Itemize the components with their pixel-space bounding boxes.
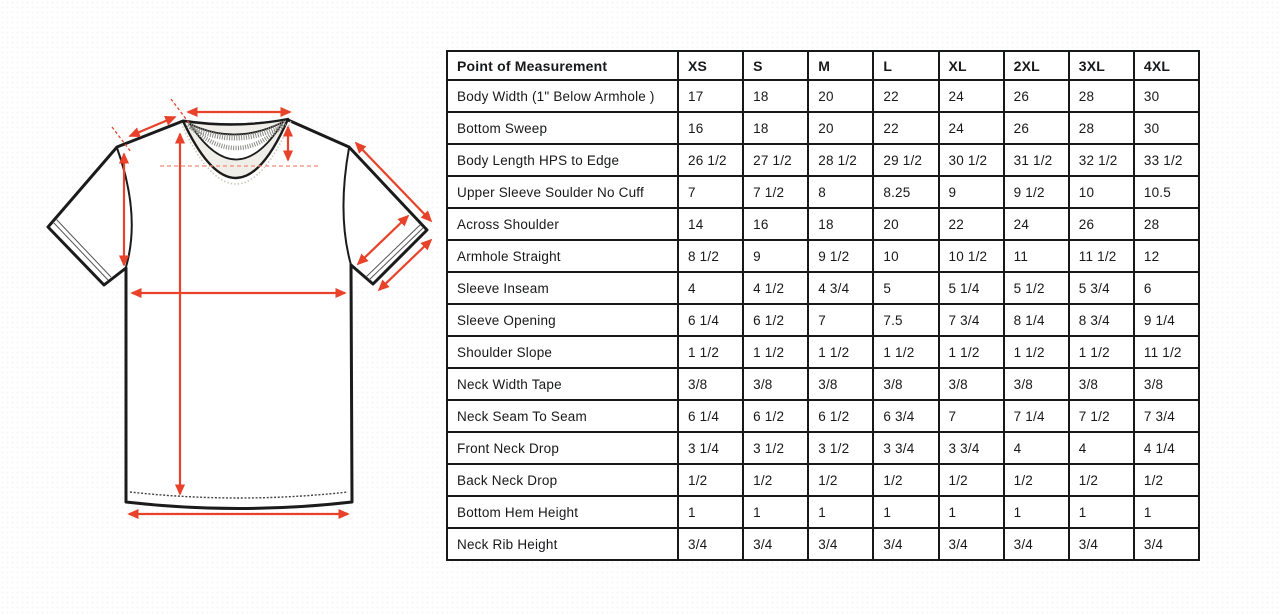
size-value-cell: 3 1/2 <box>743 432 808 464</box>
measurement-label: Neck Seam To Seam <box>447 400 678 432</box>
size-value-cell: 3 1/4 <box>678 432 743 464</box>
size-value-cell: 1/2 <box>678 464 743 496</box>
measurement-label: Neck Rib Height <box>447 528 678 560</box>
measurement-label: Body Length HPS to Edge <box>447 144 678 176</box>
size-value-cell: 6 1/4 <box>678 304 743 336</box>
column-header-size: 4XL <box>1134 51 1199 80</box>
size-value-cell: 1/2 <box>1004 464 1069 496</box>
size-value-cell: 6 1/2 <box>743 400 808 432</box>
measurement-label: Sleeve Opening <box>447 304 678 336</box>
size-value-cell: 7 1/4 <box>1004 400 1069 432</box>
size-value-cell: 3/8 <box>678 368 743 400</box>
measurement-label: Across Shoulder <box>447 208 678 240</box>
size-value-cell: 6 <box>1134 272 1199 304</box>
size-value-cell: 3 1/2 <box>808 432 873 464</box>
size-value-cell: 3/8 <box>873 368 938 400</box>
size-value-cell: 1 <box>808 496 873 528</box>
size-value-cell: 5 3/4 <box>1069 272 1134 304</box>
column-header-size: XS <box>678 51 743 80</box>
measurement-label: Bottom Hem Height <box>447 496 678 528</box>
size-value-cell: 11 1/2 <box>1069 240 1134 272</box>
size-value-cell: 20 <box>873 208 938 240</box>
size-chart-table <box>446 50 1200 561</box>
size-value-cell: 7 <box>808 304 873 336</box>
table-row <box>447 176 1199 208</box>
size-value-cell: 31 1/2 <box>1004 144 1069 176</box>
size-value-cell: 27 1/2 <box>743 144 808 176</box>
size-value-cell: 26 <box>1004 112 1069 144</box>
size-value-cell: 9 1/4 <box>1134 304 1199 336</box>
size-value-cell: 22 <box>873 80 938 112</box>
size-value-cell: 16 <box>678 112 743 144</box>
size-value-cell: 1 <box>743 496 808 528</box>
size-value-cell: 22 <box>873 112 938 144</box>
size-value-cell: 16 <box>743 208 808 240</box>
size-value-cell: 7.5 <box>873 304 938 336</box>
measurement-label: Body Width (1" Below Armhole ) <box>447 80 678 112</box>
size-value-cell: 3/4 <box>743 528 808 560</box>
size-value-cell: 33 1/2 <box>1134 144 1199 176</box>
size-value-cell: 26 <box>1004 80 1069 112</box>
table-row <box>447 368 1199 400</box>
size-value-cell: 28 1/2 <box>808 144 873 176</box>
size-value-cell: 1 1/2 <box>1069 336 1134 368</box>
size-value-cell: 6 1/2 <box>743 304 808 336</box>
size-value-cell: 18 <box>808 208 873 240</box>
size-value-cell: 1/2 <box>939 464 1004 496</box>
size-value-cell: 20 <box>808 80 873 112</box>
size-value-cell: 1 <box>1069 496 1134 528</box>
column-header-size: 2XL <box>1004 51 1069 80</box>
size-value-cell: 11 1/2 <box>1134 336 1199 368</box>
size-value-cell: 10 <box>1069 176 1134 208</box>
size-value-cell: 26 <box>1069 208 1134 240</box>
size-value-cell: 1 <box>1004 496 1069 528</box>
table-row <box>447 80 1199 112</box>
table-row <box>447 112 1199 144</box>
column-header-size: XL <box>939 51 1004 80</box>
size-value-cell: 28 <box>1069 112 1134 144</box>
size-value-cell: 32 1/2 <box>1069 144 1134 176</box>
measurement-label: Armhole Straight <box>447 240 678 272</box>
measurement-label: Shoulder Slope <box>447 336 678 368</box>
header-row <box>447 51 1199 80</box>
size-value-cell: 7 1/2 <box>743 176 808 208</box>
size-value-cell: 29 1/2 <box>873 144 938 176</box>
size-value-cell: 1/2 <box>743 464 808 496</box>
size-value-cell: 4 <box>678 272 743 304</box>
shoulder-slope-guide <box>171 99 189 123</box>
size-value-cell: 1/2 <box>873 464 938 496</box>
size-value-cell: 1 <box>678 496 743 528</box>
size-value-cell: 28 <box>1134 208 1199 240</box>
size-value-cell: 30 1/2 <box>939 144 1004 176</box>
measurement-label: Back Neck Drop <box>447 464 678 496</box>
size-value-cell: 1 1/2 <box>743 336 808 368</box>
size-value-cell: 4 <box>1069 432 1134 464</box>
size-value-cell: 3/4 <box>873 528 938 560</box>
size-value-cell: 1/2 <box>1069 464 1134 496</box>
measurement-label: Sleeve Inseam <box>447 272 678 304</box>
size-value-cell: 4 1/2 <box>743 272 808 304</box>
size-value-cell: 3/8 <box>939 368 1004 400</box>
size-value-cell: 18 <box>743 112 808 144</box>
size-value-cell: 1 1/2 <box>808 336 873 368</box>
size-value-cell: 3/4 <box>939 528 1004 560</box>
size-value-cell: 7 <box>939 400 1004 432</box>
size-value-cell: 4 1/4 <box>1134 432 1199 464</box>
table-row <box>447 272 1199 304</box>
size-value-cell: 12 <box>1134 240 1199 272</box>
size-value-cell: 30 <box>1134 80 1199 112</box>
size-value-cell: 11 <box>1004 240 1069 272</box>
size-value-cell: 8 1/2 <box>678 240 743 272</box>
size-value-cell: 3 3/4 <box>939 432 1004 464</box>
size-value-cell: 3/8 <box>808 368 873 400</box>
size-value-cell: 7 1/2 <box>1069 400 1134 432</box>
size-value-cell: 30 <box>1134 112 1199 144</box>
size-value-cell: 3/8 <box>743 368 808 400</box>
size-value-cell: 8 3/4 <box>1069 304 1134 336</box>
size-value-cell: 8.25 <box>873 176 938 208</box>
size-value-cell: 1 1/2 <box>1004 336 1069 368</box>
size-value-cell: 1 <box>939 496 1004 528</box>
size-value-cell: 5 <box>873 272 938 304</box>
size-value-cell: 22 <box>939 208 1004 240</box>
size-value-cell: 9 1/2 <box>808 240 873 272</box>
size-value-cell: 4 3/4 <box>808 272 873 304</box>
size-value-cell: 8 <box>808 176 873 208</box>
size-value-cell: 24 <box>1004 208 1069 240</box>
column-header-measurement: Point of Measurement <box>447 51 678 80</box>
size-value-cell: 10 <box>873 240 938 272</box>
table-row <box>447 400 1199 432</box>
size-value-cell: 24 <box>939 80 1004 112</box>
table-row <box>447 304 1199 336</box>
table-row <box>447 144 1199 176</box>
size-value-cell: 4 <box>1004 432 1069 464</box>
column-header-size: M <box>808 51 873 80</box>
table-row <box>447 240 1199 272</box>
size-value-cell: 20 <box>808 112 873 144</box>
size-value-cell: 10.5 <box>1134 176 1199 208</box>
size-value-cell: 3/4 <box>808 528 873 560</box>
size-value-cell: 3/8 <box>1069 368 1134 400</box>
size-value-cell: 3/8 <box>1134 368 1199 400</box>
size-value-cell: 3/4 <box>678 528 743 560</box>
size-value-cell: 18 <box>743 80 808 112</box>
size-value-cell: 1 1/2 <box>678 336 743 368</box>
size-value-cell: 6 3/4 <box>873 400 938 432</box>
tshirt-diagram <box>0 0 446 615</box>
size-value-cell: 1/2 <box>808 464 873 496</box>
size-value-cell: 5 1/4 <box>939 272 1004 304</box>
table-row <box>447 336 1199 368</box>
size-value-cell: 7 3/4 <box>1134 400 1199 432</box>
size-value-cell: 17 <box>678 80 743 112</box>
size-value-cell: 8 1/4 <box>1004 304 1069 336</box>
size-value-cell: 1 <box>1134 496 1199 528</box>
size-value-cell: 26 1/2 <box>678 144 743 176</box>
table-row <box>447 528 1199 560</box>
size-value-cell: 3/4 <box>1069 528 1134 560</box>
size-value-cell: 7 3/4 <box>939 304 1004 336</box>
column-header-size: S <box>743 51 808 80</box>
measurement-label: Upper Sleeve Soulder No Cuff <box>447 176 678 208</box>
table-row <box>447 464 1199 496</box>
measurement-label: Front Neck Drop <box>447 432 678 464</box>
size-value-cell: 5 1/2 <box>1004 272 1069 304</box>
table-row <box>447 432 1199 464</box>
size-value-cell: 28 <box>1069 80 1134 112</box>
size-value-cell: 6 1/2 <box>808 400 873 432</box>
table-row <box>447 208 1199 240</box>
size-value-cell: 3/4 <box>1134 528 1199 560</box>
size-value-cell: 3 3/4 <box>873 432 938 464</box>
size-value-cell: 1 1/2 <box>873 336 938 368</box>
size-value-cell: 7 <box>678 176 743 208</box>
size-value-cell: 1/2 <box>1134 464 1199 496</box>
column-header-size: L <box>873 51 938 80</box>
size-value-cell: 6 1/4 <box>678 400 743 432</box>
size-value-cell: 1 <box>873 496 938 528</box>
size-value-cell: 24 <box>939 112 1004 144</box>
table-row <box>447 496 1199 528</box>
column-header-size: 3XL <box>1069 51 1134 80</box>
size-value-cell: 9 <box>743 240 808 272</box>
size-value-cell: 10 1/2 <box>939 240 1004 272</box>
size-value-cell: 14 <box>678 208 743 240</box>
size-value-cell: 9 1/2 <box>1004 176 1069 208</box>
measurement-label: Bottom Sweep <box>447 112 678 144</box>
measurement-label: Neck Width Tape <box>447 368 678 400</box>
size-value-cell: 9 <box>939 176 1004 208</box>
size-value-cell: 1 1/2 <box>939 336 1004 368</box>
size-value-cell: 3/8 <box>1004 368 1069 400</box>
size-value-cell: 3/4 <box>1004 528 1069 560</box>
